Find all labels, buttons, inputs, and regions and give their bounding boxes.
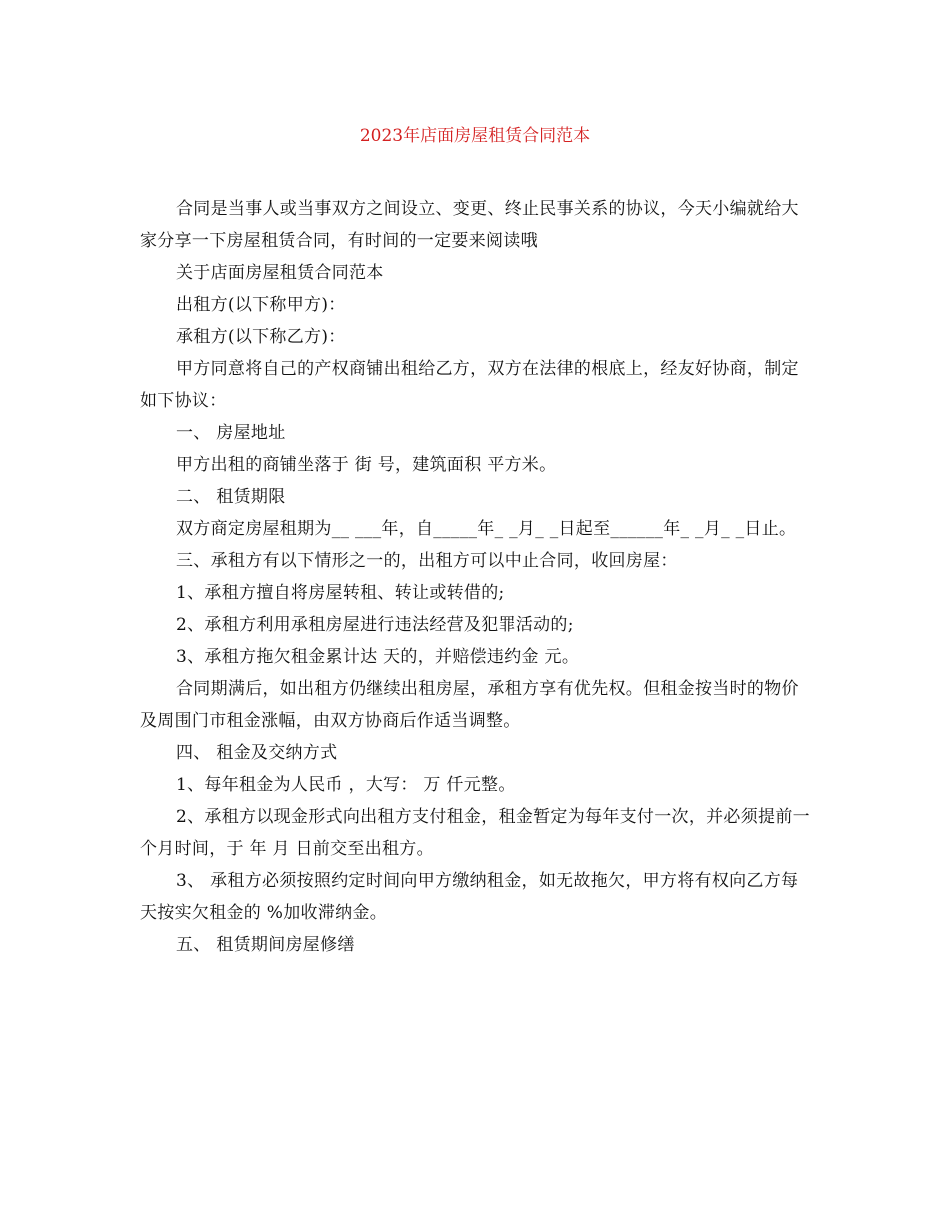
- section-heading-address: 一、 房屋地址: [176, 423, 286, 443]
- section-heading-termination: 三、承租方有以下情形之一的，出租方可以中止合同，收回房屋：: [176, 551, 678, 571]
- paragraph-termination-1: 1、承租方擅自将房屋转租、转让或转借的;: [176, 583, 505, 603]
- paragraph-termination-3: 3、承租方拖欠租金累计达 天的，并赔偿违约金 元。: [176, 647, 580, 667]
- paragraph-agreement: 甲方同意将自己的产权商铺出租给乙方，双方在法律的根底上，经友好协商，制定如下协议：: [140, 359, 799, 411]
- document-title: 2023年店面房屋租赁合同范本: [359, 126, 591, 146]
- paragraph-rent-1: 1、每年租金为人民币 ，大写： 万 仟元整。: [176, 775, 516, 795]
- paragraph-heading-contract: 关于店面房屋租赁合同范本: [176, 263, 384, 283]
- paragraph-intro: 合同是当事人或当事双方之间设立、变更、终止民事关系的协议，今天小编就给大家分享一下房屋租赁合同，有时间的一定要来阅读哦: [140, 199, 799, 251]
- section-heading-term: 二、 租赁期限: [176, 487, 286, 507]
- section-heading-repairs: 五、 租赁期间房屋修缮: [176, 935, 355, 955]
- paragraph-lessee: 承租方(以下称乙方)：: [176, 327, 346, 347]
- section-heading-rent: 四、 租金及交纳方式: [176, 743, 338, 763]
- paragraph-lessor: 出租方(以下称甲方)：: [176, 295, 346, 315]
- document-body: [140, 193, 812, 961]
- paragraph-renewal: 合同期满后，如出租方仍继续出租房屋，承租方享有优先权。但租金按当时的物价及周围门市租金涨幅，由双方协商后作适当调整。: [140, 679, 799, 731]
- paragraph-address: 甲方出租的商铺坐落于 街 号，建筑面积 平方米。: [176, 455, 557, 475]
- paragraph-rent-3: 3、 承租方必须按照约定时间向甲方缴纳租金，如无故拖欠，甲方将有权向乙方每天按实欠租金的 %加收滞纳金。: [140, 871, 799, 923]
- paragraph-term: 双方商定房屋租期为__ ___年，自_____年_ _月_ _日起至______年_ _月_ _日止。: [176, 519, 797, 539]
- paragraph-rent-2: 2、承租方以现金形式向出租方支付租金，租金暂定为每年支付一次，并必须提前一个月时间，于 年 月 日前交至出租方。: [140, 807, 810, 859]
- paragraph-termination-2: 2、承租方利用承租房屋进行违法经营及犯罪活动的;: [176, 615, 574, 635]
